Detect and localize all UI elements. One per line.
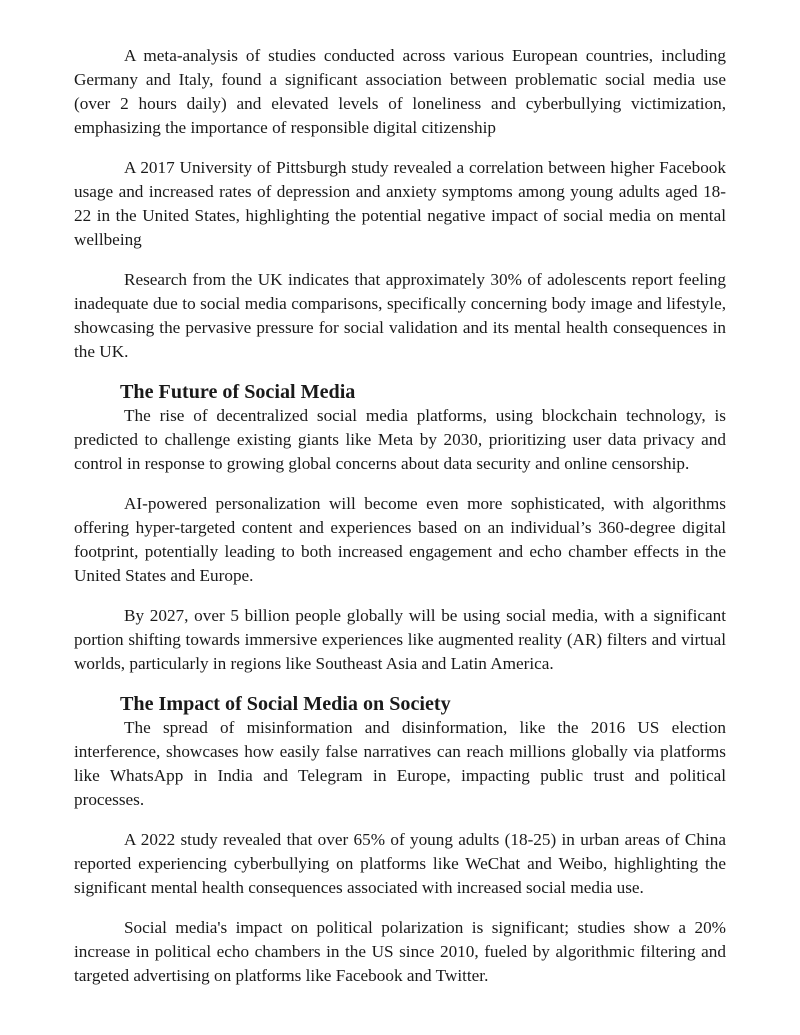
section-impact-on-society xyxy=(74,692,726,988)
paragraph-european-meta-analysis: A meta-analysis of studies conducted across various European countries, including Germany and Italy, found a significant association between problematic social media use (over 2 hours daily) and elevated levels of loneliness and cyberbullying victimization, emphasizing the importance of responsible digital citizenship xyxy=(74,46,726,137)
paragraph-five-billion-users: By 2027, over 5 billion people globally will be using social media, with a significant portion shifting towards immersive experiences like augmented reality (AR) filters and virtual worlds, particularly in regions like Southeast Asia and Latin America. xyxy=(74,606,726,673)
document-page xyxy=(74,44,726,1004)
paragraph-ai-personalization: AI-powered personalization will become even more sophisticated, with algorithms offering hyper-targeted content and experiences based on an individual’s 360-degree digital footprint, potentially leading to both increased engagement and echo chamber effects in the United States and Europe. xyxy=(74,494,726,585)
paragraph-political-polarization: Social media's impact on political polarization is significant; studies show a 20% increase in political echo chambers in the US since 2010, fueled by algorithmic filtering and targeted advertising on platforms like Facebook and Twitter. xyxy=(74,918,726,985)
section-heading: The Impact of Social Media on Society xyxy=(120,693,451,715)
paragraph-uk-research: Research from the UK indicates that approximately 30% of adolescents report feeling inadequate due to social media comparisons, specifically concerning body image and lifestyle, showcasing the pervasive pressure for social validation and its mental health consequences in the UK. xyxy=(74,270,726,361)
paragraph-decentralized-platforms: The rise of decentralized social media platforms, using blockchain technology, is predicted to challenge existing giants like Meta by 2030, prioritizing user data privacy and control in response to growing global concerns about data security and online censorship. xyxy=(74,406,726,473)
section-heading: The Future of Social Media xyxy=(120,381,356,403)
section-future-of-social-media xyxy=(74,380,726,676)
paragraph-pittsburgh-study: A 2017 University of Pittsburgh study revealed a correlation between higher Facebook usage and increased rates of depression and anxiety symptoms among young adults aged 18-22 in the United States, highlighting the potential negative impact of social media on mental wellbeing xyxy=(74,158,726,249)
paragraph-misinformation: The spread of misinformation and disinformation, like the 2016 US election interference, showcases how easily false narratives can reach millions globally via platforms like WhatsApp in India and Telegram in Europe, impacting public trust and political processes. xyxy=(74,718,726,809)
paragraph-china-cyberbullying: A 2022 study revealed that over 65% of young adults (18-25) in urban areas of China reported experiencing cyberbullying on platforms like WeChat and Weibo, highlighting the significant mental health consequences associated with increased social media use. xyxy=(74,830,726,897)
